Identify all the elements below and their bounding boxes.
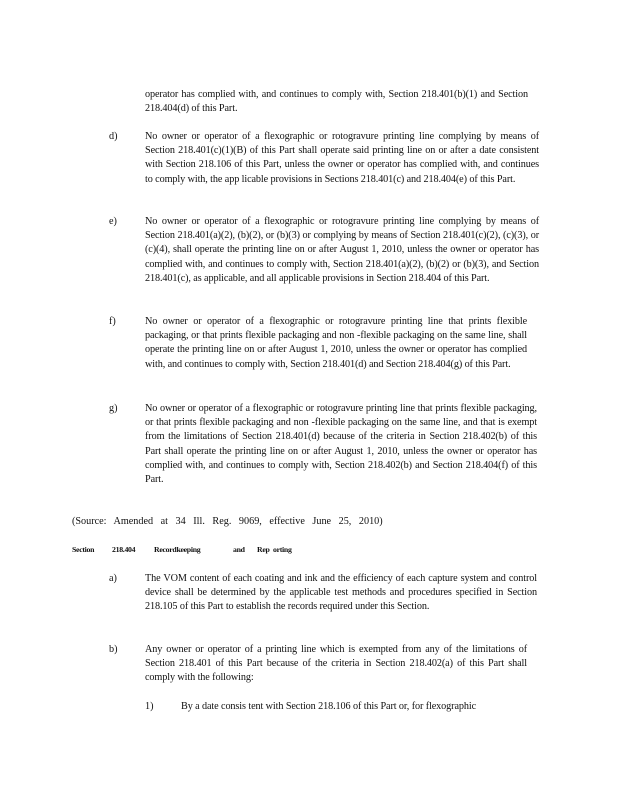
item-g-label: g) <box>109 403 118 414</box>
section-number: 218.404 <box>112 545 136 554</box>
subsection-b-label: b) <box>109 644 118 655</box>
item-d-label: d) <box>109 131 118 142</box>
section-title-word-3: Rep <box>257 545 270 554</box>
item-d-text: No owner or operator of a flexographic or rotogravure printing line complying by means of Section 218.401(c)(1)(B) of this Part shall operate said printing line on or after a date consistent with Section 218.106 of this Part, unless the owner or operator has complied with, and continues to comply with, the app licable provisions in Sections 218.401(c) and 218.404(e) of this Part. <box>145 131 539 185</box>
item-e-text: No owner or operator of a flexographic or rotogravure printing line complying by means of Section 218.401(a)(2), (b)(2), or (b)(3) or complying by means of Section 218.401(c)(2), (c)(3), or (c)(4), shall operate the printing line on or after August 1, 2010, unless the owner or operator has complied with, and continues to comply with, Section 218.401(a)(2), (b)(2) or (b)(3), and Section 218.401(c), as applicable, and all applicable provisions in Section 218.404 of this Part. <box>145 216 539 284</box>
section-heading <box>72 545 292 554</box>
item-f-text: No owner or operator of a flexographic or rotogravure printing line that prints flexible packaging, or that prints flexible packaging and non -flexible packaging on the same line, shall operate the printing line on or after August 1, 2010, unless the owner or operator has complied with, and continues to comply with, Section 218.401(d) and Section 218.404(g) of this Part. <box>145 316 527 370</box>
continuation-paragraph: operator has complied with, and continues to comply with, Section 218.401(b)(1) and Section 218.404(d) of this Part. <box>145 89 528 115</box>
subsection-b-text: Any owner or operator of a printing line which is exempted from any of the limitations of Section 218.401 of this Part because of the criteria in Section 218.402(a) of this Part shall comply with the following: <box>145 644 527 684</box>
section-title-word-2: and <box>233 545 245 554</box>
item-e-label: e) <box>109 216 117 227</box>
section-word: Section <box>72 545 95 554</box>
subitem-1-text: By a date consis tent with Section 218.106 of this Part or, for flexographic <box>181 701 477 712</box>
subitem-1-label: 1) <box>145 701 154 712</box>
source-note: (Source: Amended at 34 Ill. Reg. 9069, effective June 25, 2010) <box>72 516 383 527</box>
item-f-label: f) <box>109 316 116 327</box>
item-g-text: No owner or operator of a flexographic or rotogravure printing line that prints flexible packaging, or that prints flexible packaging and non -flexible packaging on the same line, and that is exempt from the limitations of Section 218.401(d) because of the criteria in Section 218.402(b) of this Part shall operate the printing line on or after August 1, 2010, unless the owner or operator has complied with, and continues to comply with, Section 218.402(b) and Section 218.404(f) of this Part. <box>145 403 537 486</box>
section-title-word-1: Recordkeeping <box>154 545 201 554</box>
subsection-a-text: The VOM content of each coating and ink and the efficiency of each capture system and control device shall be determined by the applicable test methods and procedures specified in Section 218.105 of this Part to establish the records required under this Section. <box>145 573 537 613</box>
subsection-a-label: a) <box>109 573 117 584</box>
section-title-word-4: orting <box>273 545 292 554</box>
